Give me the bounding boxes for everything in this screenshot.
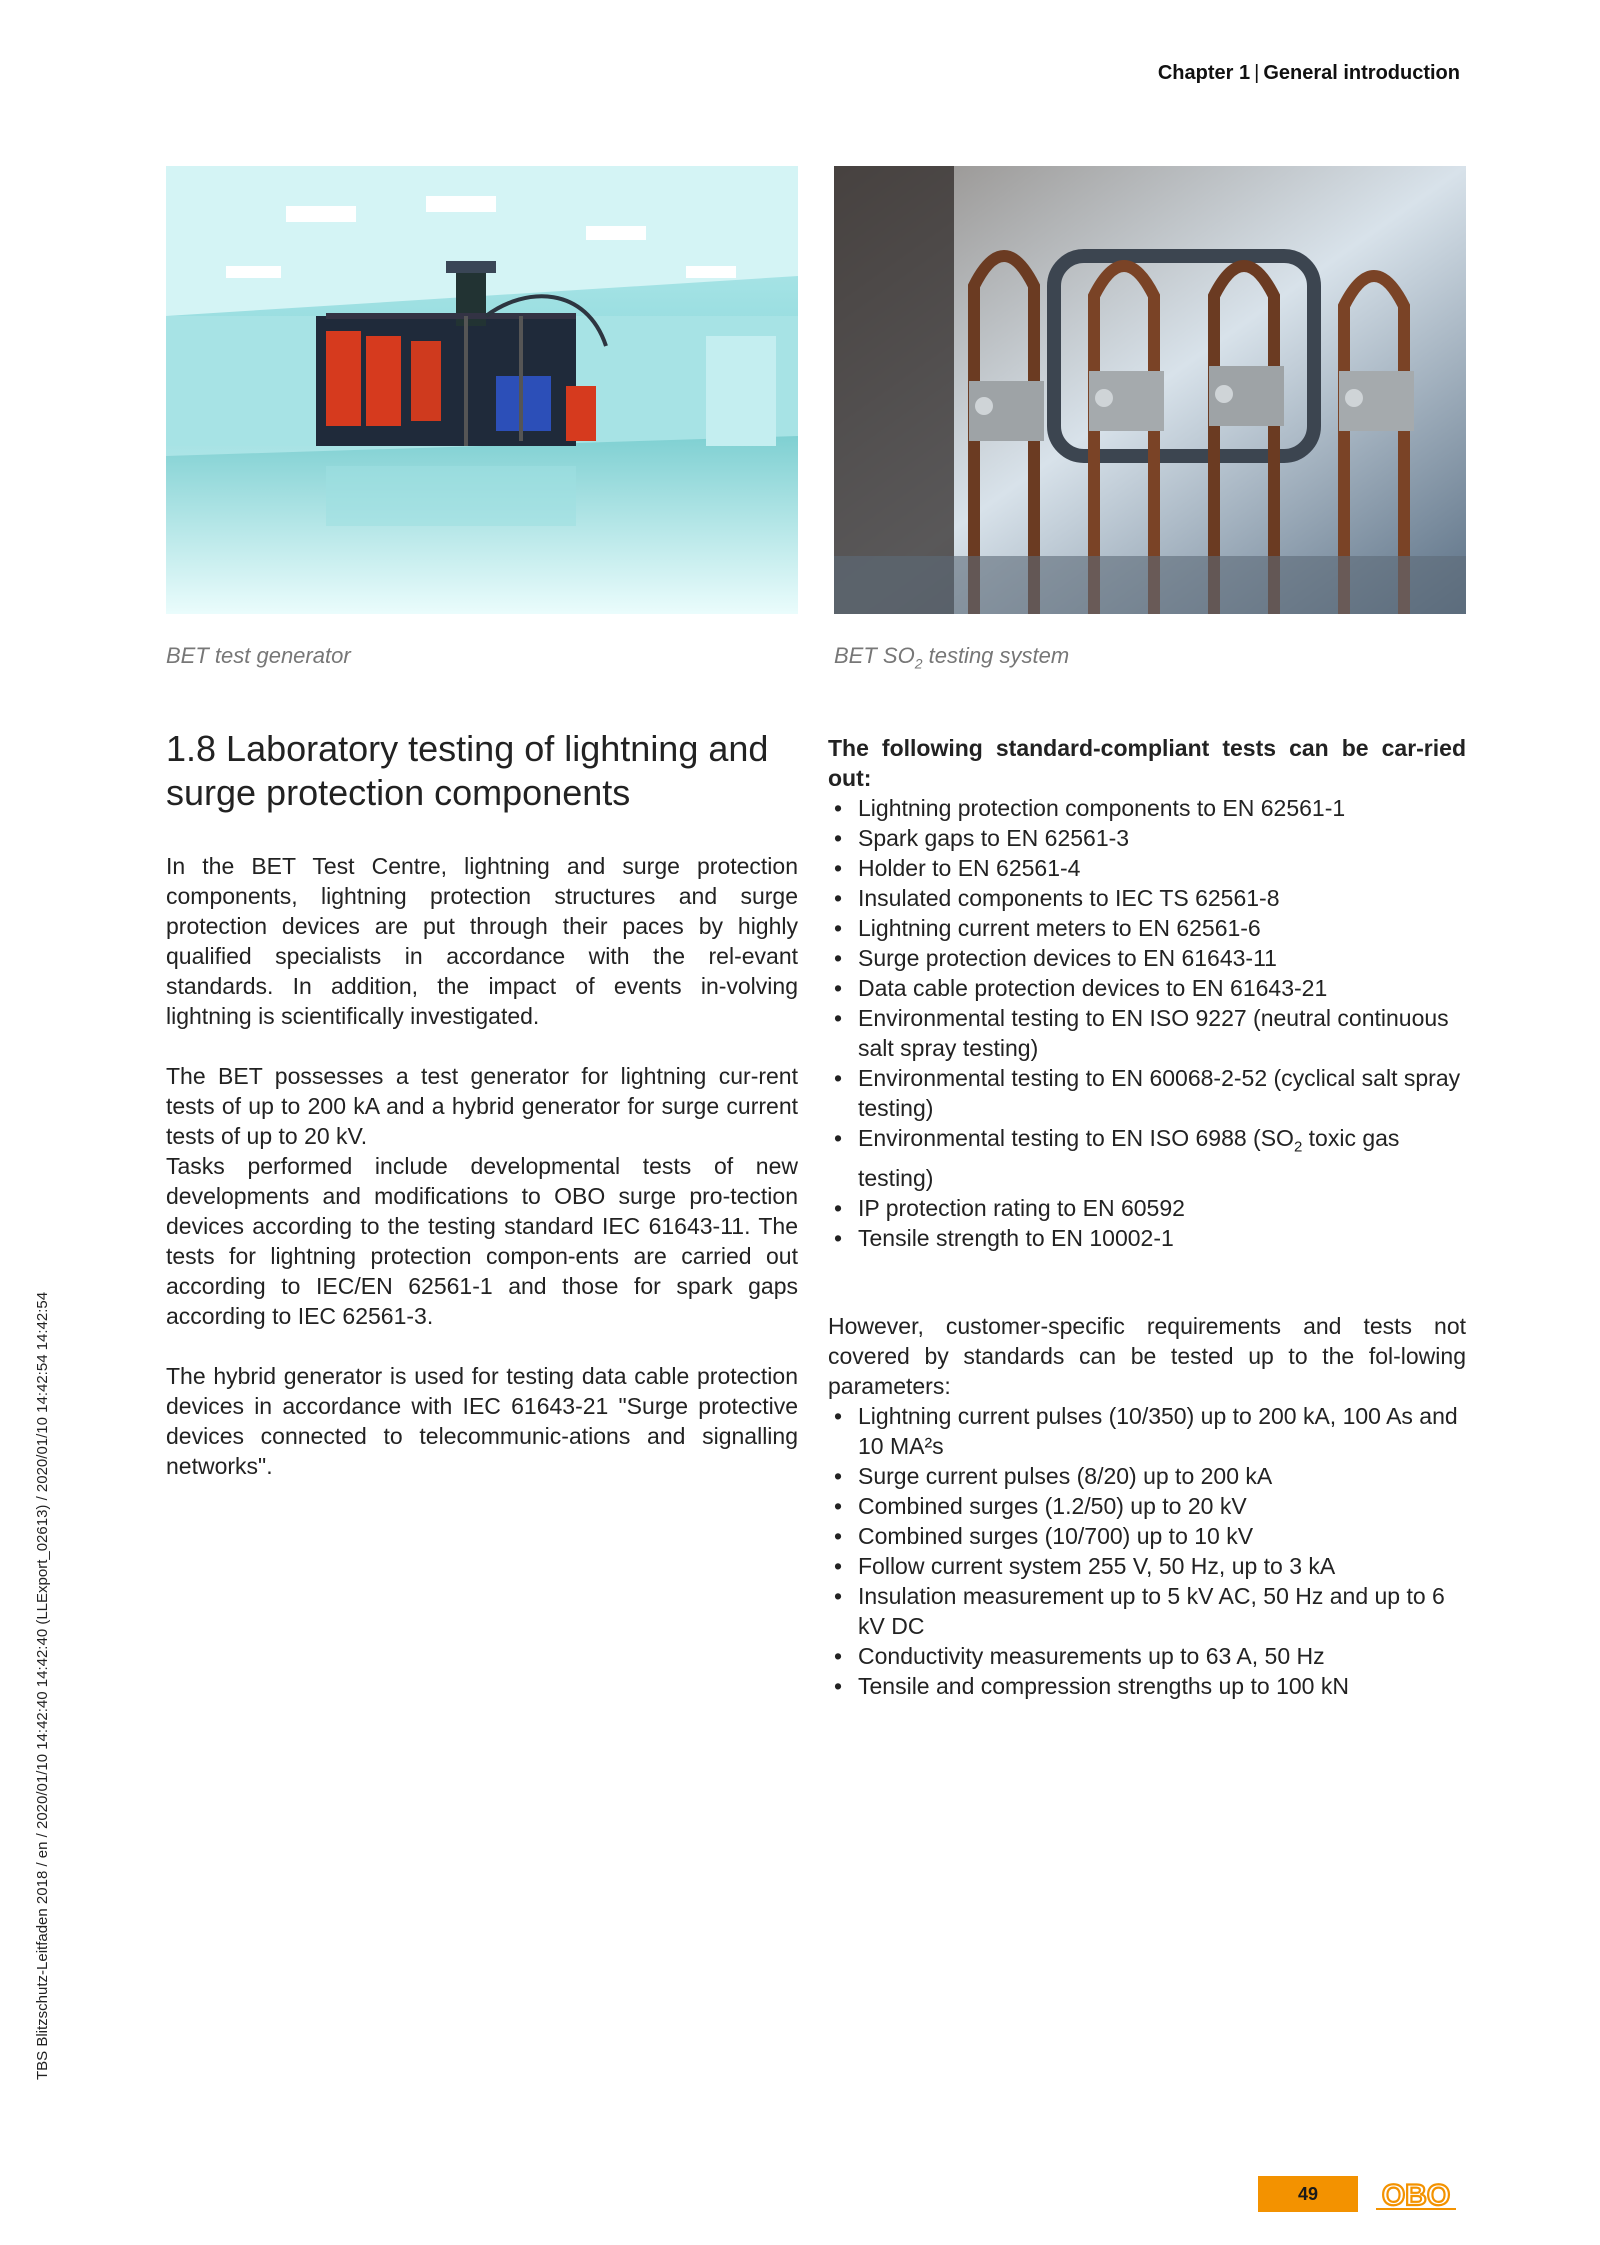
list-item-text: Environmental testing to EN ISO 6988 (SO xyxy=(858,1125,1294,1151)
body-paragraph: Tasks performed include developmental tests of new developments and modifications to OBO surge pro-tection devices according to the testing standard IEC 61643-11. The tests for lightning protection compon-ents are carried out according to IEC/EN 62561-1 and those for spark gaps according to IEC 62561-3. xyxy=(166,1153,798,1329)
list-item: • Insulation measurement up to 5 kV AC, 50 Hz and up to 6 kV DC xyxy=(828,1581,1466,1641)
list-item: • Lightning current pulses (10/350) up to 200 kA, 100 As and 10 MA²s xyxy=(828,1401,1466,1461)
photo-caption-right xyxy=(834,643,1069,671)
list-item: • Surge current pulses (8/20) up to 200 kA xyxy=(828,1461,1466,1491)
list-item: • Holder to EN 62561-4 xyxy=(828,853,1466,883)
body-paragraph: The hybrid generator is used for testing data cable protection devices in accordance with IEC 61643-21 "Surge protective devices connected to telecommunic-ations and signalling networks". xyxy=(166,1363,798,1479)
section-label: General introduction xyxy=(1263,62,1460,84)
document-export-info: TBS Blitzschutz-Leitfaden 2018 / en / 2020/01/10 14:42:40 14:42:40 (LLExport_02613) / 2020/01/10 14:42:54 14:42:54 xyxy=(34,1291,51,2080)
list-item: • Environmental testing to EN 60068-2-52 (cyclical salt spray testing) xyxy=(828,1063,1466,1123)
running-header xyxy=(1158,62,1460,85)
standard-tests-list xyxy=(828,793,1466,1253)
list-item: • Combined surges (10/700) up to 10 kV xyxy=(828,1521,1466,1551)
svg-text:OBO: OBO xyxy=(1381,2179,1451,2212)
list-item-subscript: 2 xyxy=(1293,1138,1303,1156)
list-item: • Insulated components to IEC TS 62561-8 xyxy=(828,883,1466,913)
list-item xyxy=(828,1123,1466,1193)
section-heading: 1.8 Laboratory testing of lightning and surge protection components xyxy=(166,728,769,813)
caption-text: testing system xyxy=(922,643,1070,668)
custom-intro: However, customer-specific requirements and tests not covered by standards can be tested up to the fol-lowing parameters: xyxy=(828,1312,1466,1399)
caption-text: BET SO xyxy=(834,643,915,668)
photo-caption-left: BET test generator xyxy=(166,643,351,668)
caption-subscript: 2 xyxy=(914,655,923,672)
custom-parameters-list xyxy=(828,1401,1466,1701)
left-column xyxy=(166,851,798,1511)
bet-test-generator-photo xyxy=(166,166,798,614)
right-column xyxy=(828,733,1466,1701)
bet-so2-testing-system-photo xyxy=(834,166,1466,614)
list-item: • Surge protection devices to EN 61643-11 xyxy=(828,943,1466,973)
list-item-text: toxic gas testing) xyxy=(858,1125,1400,1191)
list-item: • Lightning current meters to EN 62561-6 xyxy=(828,913,1466,943)
page-number: 49 xyxy=(1258,2176,1358,2212)
list-item: • Spark gaps to EN 62561-3 xyxy=(828,823,1466,853)
header-separator: | xyxy=(1254,62,1260,84)
list-item: • Follow current system 255 V, 50 Hz, up to 3 kA xyxy=(828,1551,1466,1581)
list-item: • IP protection rating to EN 60592 xyxy=(828,1193,1466,1223)
list-item: • Environmental testing to EN ISO 9227 (neutral continuous salt spray testing) xyxy=(828,1003,1466,1063)
list-item: • Tensile and compression strengths up to 100 kN xyxy=(828,1671,1466,1701)
list-item: • Lightning protection components to EN 62561-1 xyxy=(828,793,1466,823)
body-paragraph: In the BET Test Centre, lightning and surge protection components, lightning protection structures and surge protection devices are put through their paces by highly qualified specialists in accordance with the rel-evant standards. In addition, the impact of events in-volving lightning is scientifically investigated. xyxy=(166,853,798,1029)
chapter-label: Chapter 1 xyxy=(1157,62,1251,84)
list-item: • Tensile strength to EN 10002-1 xyxy=(828,1223,1466,1253)
obo-logo xyxy=(1372,2178,1460,2212)
body-paragraph: The BET possesses a test generator for lightning cur-rent tests of up to 200 kA and a hybrid generator for surge current tests of up to 20 kV. xyxy=(166,1063,798,1149)
list-item: • Combined surges (1.2/50) up to 20 kV xyxy=(828,1491,1466,1521)
tests-lead: The following standard-compliant tests can be car-ried out: xyxy=(828,735,1466,791)
list-item: • Data cable protection devices to EN 61643-21 xyxy=(828,973,1466,1003)
list-item: • Conductivity measurements up to 63 A, 50 Hz xyxy=(828,1641,1466,1671)
